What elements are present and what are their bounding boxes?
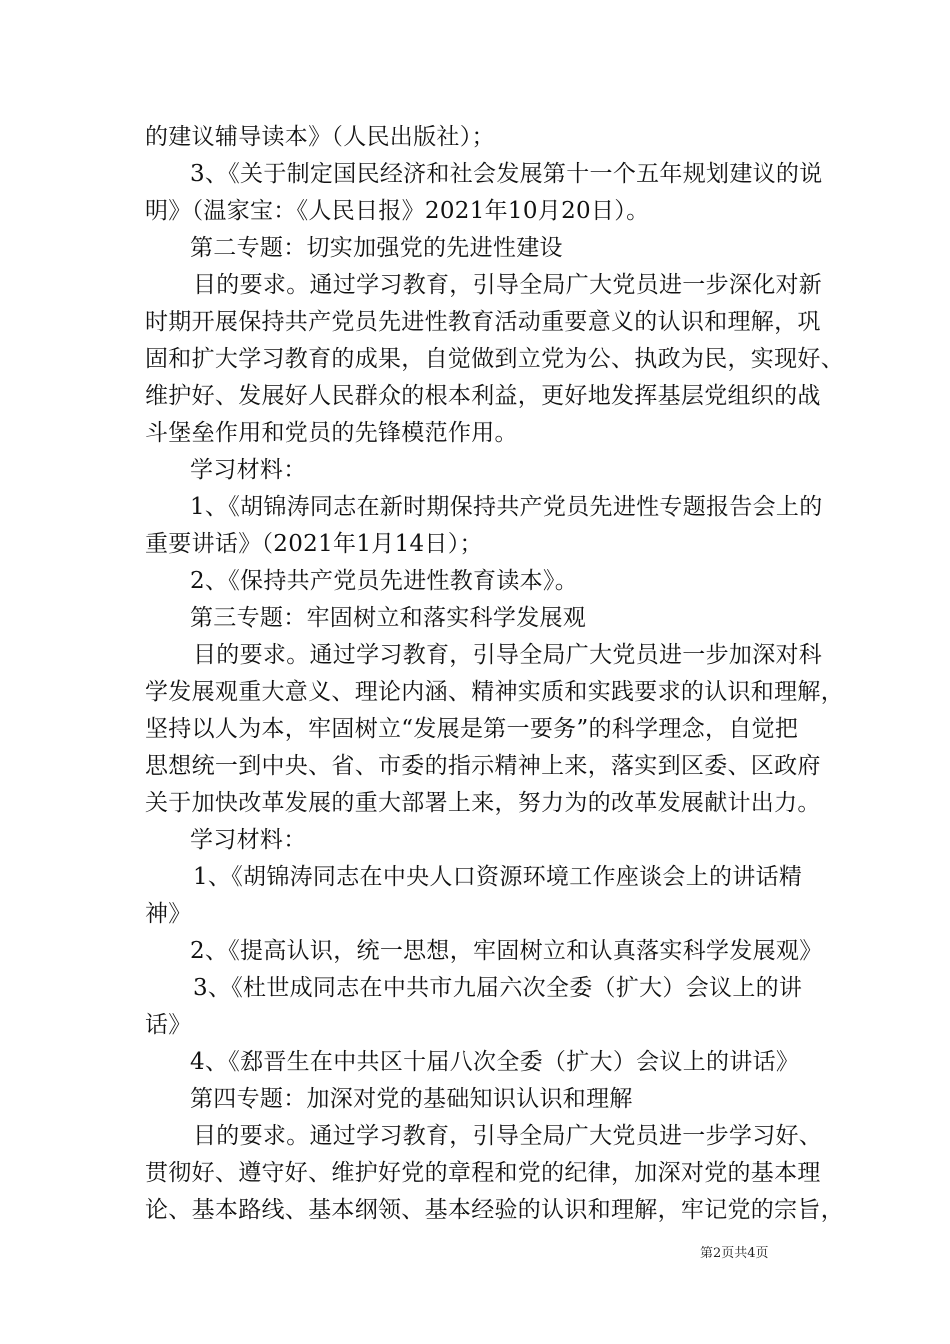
text-line: 2、《提高认识，统一思想，牢固树立和认真落实科学发展观》 — [190, 938, 823, 964]
text-line: 坚持以人为本，牢固树立“发展是第一要务”的科学理念，自觉把 — [145, 716, 799, 742]
text-line: 贯彻好、遵守好、维护好党的章程和党的纪律，加深对党的基本理 — [145, 1160, 821, 1186]
text-line: 学习材料： — [190, 827, 307, 853]
text-line: 4、《郄晋生在中共区十届八次全委（扩大）会议上的讲话》 — [190, 1049, 800, 1075]
text-line: 话》 — [145, 1012, 192, 1038]
text-line: 关于加快改革发展的重大部署上来，努力为的改革发展献计出力。 — [145, 790, 821, 816]
text-line: 明》（温家宝：《人民日报》2021年10月20日）。 — [145, 198, 650, 224]
section-heading: 第二专题：切实加强党的先进性建设 — [190, 235, 563, 261]
text-line: 3、《关于制定国民经济和社会发展第十一个五年规划建议的说 — [190, 161, 823, 187]
text-line: 的建议辅导读本》（人民出版社）； — [145, 124, 495, 150]
text-line: 学发展观重大意义、理论内涵、精神实质和实践要求的认识和理解， — [145, 679, 844, 705]
text-line: 目的要求。通过学习教育，引导全局广大党员进一步学习好、 — [193, 1123, 823, 1149]
text-line: 目的要求。通过学习教育，引导全局广大党员进一步加深对科 — [193, 642, 823, 668]
text-line: 目的要求。通过学习教育，引导全局广大党员进一步深化对新 — [193, 272, 823, 298]
text-line: 2、《保持共产党员先进性教育读本》。 — [190, 568, 579, 594]
section-heading: 第三专题：牢固树立和落实科学发展观 — [190, 605, 587, 631]
text-line: 固和扩大学习教育的成果，自觉做到立党为公、执政为民，实现好、 — [145, 346, 844, 372]
text-line: 1、《胡锦涛同志在新时期保持共产党员先进性专题报告会上的 — [190, 494, 823, 520]
text-line: 思想统一到中央、省、市委的指示精神上来，落实到区委、区政府 — [145, 753, 821, 779]
text-line: 重要讲话》（2021年1月14日）； — [145, 531, 483, 557]
text-line: 维护好、发展好人民群众的根本利益，更好地发挥基层党组织的战 — [145, 383, 821, 409]
text-line: 时期开展保持共产党员先进性教育活动重要意义的认识和理解，巩 — [145, 309, 821, 335]
text-line: 论、基本路线、基本纲领、基本经验的认识和理解，牢记党的宗旨， — [145, 1197, 844, 1223]
text-line: 3、《杜世成同志在中共市九届六次全委（扩大）会议上的讲 — [193, 975, 803, 1001]
text-line: 1、《胡锦涛同志在中央人口资源环境工作座谈会上的讲话精 — [193, 864, 803, 890]
text-line: 神》 — [145, 901, 192, 927]
text-line: 学习材料： — [190, 457, 307, 483]
section-heading: 第四专题：加深对党的基础知识认识和理解 — [190, 1086, 633, 1112]
page-number: 第2页共4页 — [700, 1246, 769, 1261]
text-line: 斗堡垒作用和党员的先锋模范作用。 — [145, 420, 518, 446]
